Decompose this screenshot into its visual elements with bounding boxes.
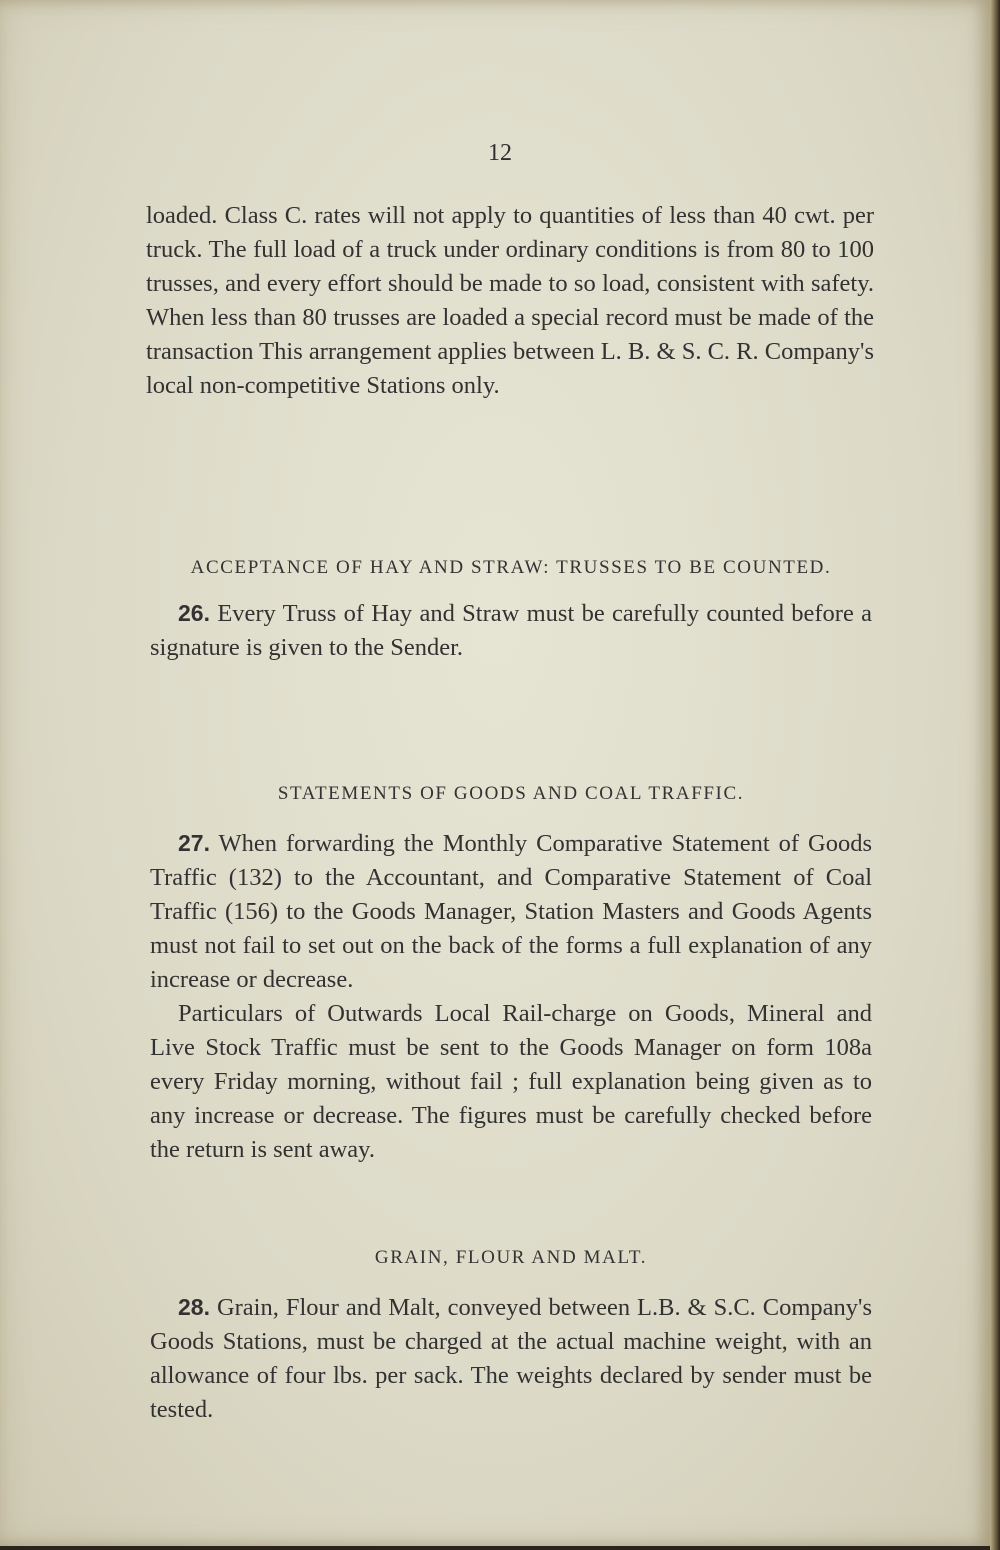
section-27 xyxy=(150,780,872,1167)
continuation-block xyxy=(146,199,874,403)
section-number: 27. xyxy=(178,830,210,856)
section-heading: STATEMENTS OF GOODS AND COAL TRAFFIC. xyxy=(277,783,745,804)
page-number: 12 xyxy=(488,140,512,166)
section-text: Every Truss of Hay and Straw must be carefully counted before a signature is given to the Sender. xyxy=(150,600,873,661)
section-number: 28. xyxy=(178,1294,210,1320)
section-paragraph: Particulars of Outwards Local Rail-charge on Goods, Mineral and Live Stock Traffic must be sent to the Goods Manager on form 108a every Friday morning, without fail ; full explanation being given as to any increase or decrease. The figures must be carefully checked before the return is sent away. xyxy=(150,1000,872,1163)
section-28 xyxy=(150,1244,872,1427)
section-text: Grain, Flour and Malt, conveyed between L.B. & S.C. Company's Goods Stations, must be charged at the actual machine weight, with an allowance of four lbs. per sack. The weights declared by sender must be tested. xyxy=(150,1294,872,1423)
page-edge xyxy=(990,0,1000,1550)
section-26 xyxy=(150,554,872,665)
section-text: When forwarding the Monthly Comparative Statement of Goods Traffic (132) to the Accountant, and Comparative Statement of Coal Traffic (156) to the Goods Manager, Station Masters and Goods Agents must not fail to set out on the back of the forms a full explanation of any increase or decrease. xyxy=(150,830,872,993)
section-paragraph xyxy=(150,596,872,665)
continuation-paragraph: loaded. Class C. rates will not apply to quantities of less than 40 cwt. per truck. The full load of a truck under ordinary conditions is from 80 to 100 trusses, and every effort should be made to so load, consistent with safety. When less than 80 trusses are loaded a special record must be made of the transaction This arrangement applies between L. B. & S. C. R. Company's local non-competitive Stations only. xyxy=(146,202,874,399)
section-heading: GRAIN, FLOUR AND MALT. xyxy=(374,1247,648,1268)
section-number: 26. xyxy=(178,600,210,626)
section-paragraph xyxy=(150,1290,872,1427)
section-heading: ACCEPTANCE OF HAY AND STRAW: TRUSSES TO BE COUNTED. xyxy=(190,557,832,578)
section-paragraph xyxy=(150,826,872,997)
